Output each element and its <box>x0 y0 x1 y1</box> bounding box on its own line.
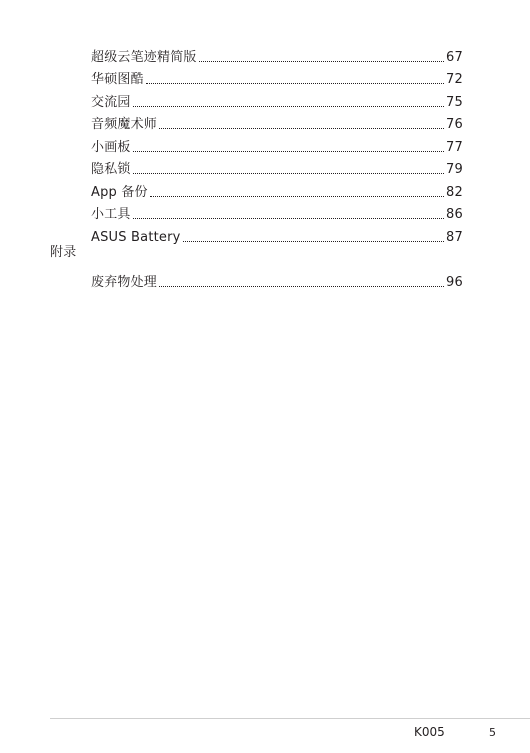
toc-entry-title: 废弃物处理 <box>91 274 158 290</box>
toc-dot-leader <box>133 218 444 219</box>
toc-entry[interactable] <box>91 88 463 111</box>
toc-dot-leader <box>199 61 444 62</box>
toc-entry-title: 小画板 <box>91 139 131 155</box>
toc-entry-title: 小工具 <box>91 207 131 222</box>
toc-entry-page: 79 <box>446 162 463 177</box>
toc-entry-page: 75 <box>446 94 463 110</box>
toc-entry[interactable] <box>91 111 463 134</box>
toc-entry[interactable] <box>91 156 463 179</box>
toc-entry-page: 96 <box>446 274 463 290</box>
toc-entry-page: 67 <box>446 49 463 65</box>
toc-entry-page: 87 <box>446 229 463 245</box>
toc-entry[interactable] <box>91 178 463 201</box>
table-of-contents-appendix <box>91 268 463 291</box>
toc-entry-page: 82 <box>446 184 463 200</box>
toc-dot-leader <box>146 83 444 84</box>
toc-dot-leader <box>150 196 444 197</box>
toc-dot-leader <box>159 286 444 287</box>
toc-entry-title: 隐私锁 <box>91 162 131 177</box>
toc-entry[interactable] <box>91 223 463 246</box>
table-of-contents <box>91 43 463 246</box>
toc-dot-leader <box>133 173 444 174</box>
toc-entry[interactable] <box>91 201 463 224</box>
toc-dot-leader <box>159 128 444 129</box>
footer-page-number: 5 <box>489 726 496 739</box>
toc-entry-title: 音频魔术师 <box>91 117 158 132</box>
toc-entry-title: App 备份 <box>91 184 148 200</box>
toc-entry-page: 72 <box>446 72 463 87</box>
toc-dot-leader <box>133 106 444 107</box>
toc-entry-title: 超级云笔迹精简版 <box>91 49 197 65</box>
toc-dot-leader <box>133 151 444 152</box>
toc-entry-page: 77 <box>446 139 463 155</box>
toc-entry[interactable] <box>91 66 463 89</box>
toc-section-heading[interactable]: 附录 <box>50 245 77 260</box>
toc-entry[interactable] <box>91 268 463 291</box>
toc-entry-title: 华硕图酷 <box>91 72 144 87</box>
toc-entry-title: 交流园 <box>91 94 131 110</box>
footer-model-name: K005 <box>414 725 445 739</box>
toc-dot-leader <box>183 241 444 242</box>
footer-divider <box>50 718 530 719</box>
toc-entry[interactable] <box>91 133 463 156</box>
toc-entry-title: ASUS Battery <box>91 229 181 245</box>
toc-entry[interactable] <box>91 43 463 66</box>
toc-entry-page: 86 <box>446 207 463 222</box>
toc-entry-page: 76 <box>446 117 463 132</box>
